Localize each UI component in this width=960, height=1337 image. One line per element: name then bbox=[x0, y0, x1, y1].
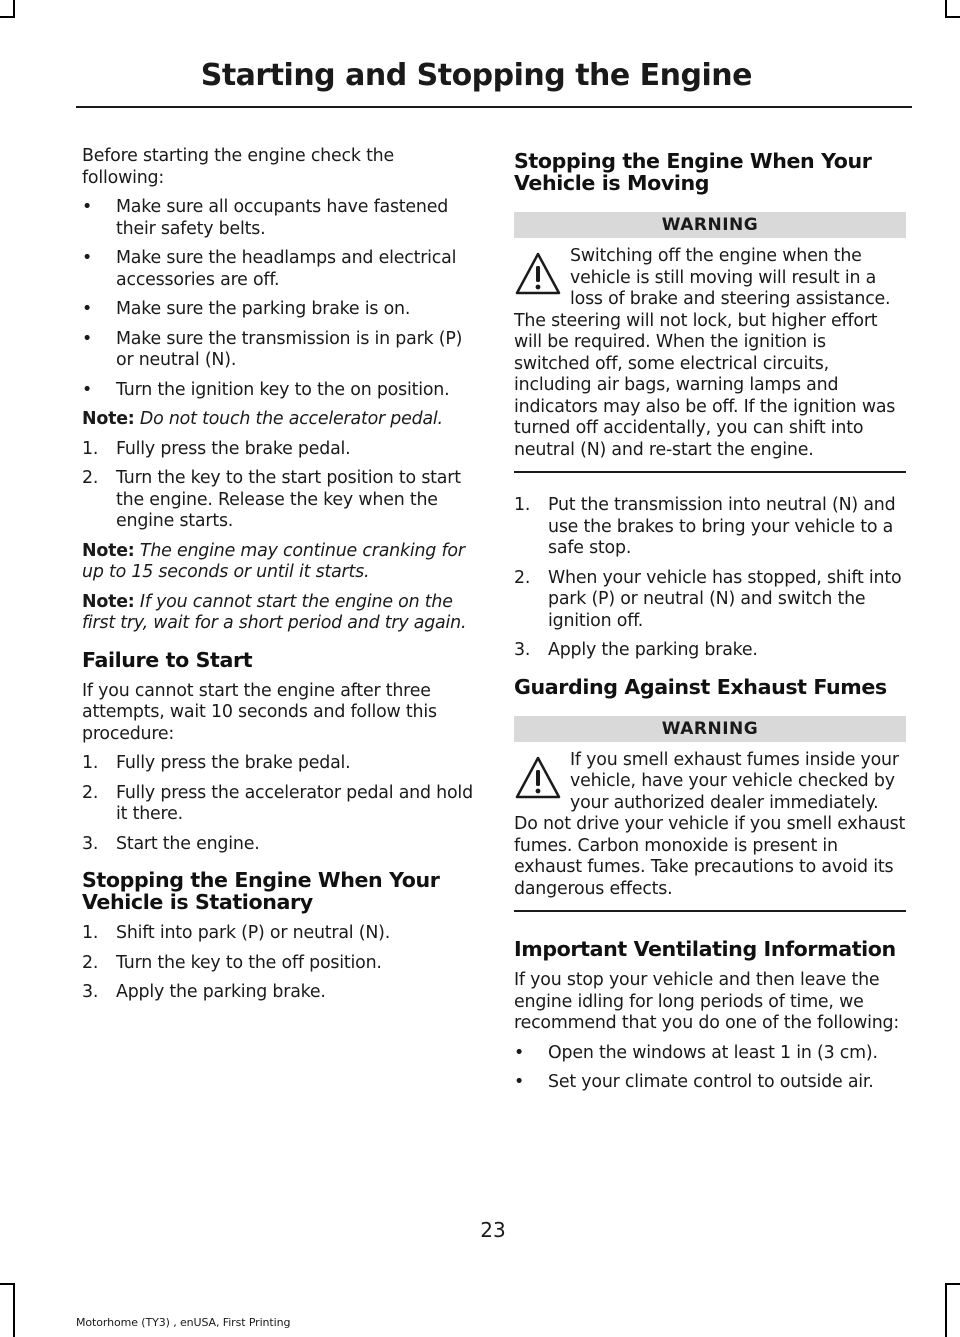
step-item: 1. Shift into park (P) or neutral (N). bbox=[82, 923, 391, 943]
right-column bbox=[514, 146, 906, 1102]
step-item: 2. Fully press the accelerator pedal and hold it there. bbox=[82, 782, 473, 824]
stationary-steps bbox=[82, 923, 476, 1004]
note: Note: If you cannot start the engine on the first try, wait for a short period and try again. bbox=[82, 591, 467, 633]
crop-mark bbox=[945, 0, 947, 16]
failure-steps bbox=[82, 753, 476, 855]
warning-box bbox=[514, 716, 906, 913]
warning-label: WARNING bbox=[514, 212, 906, 238]
step-item: 1. Fully press the brake pedal. bbox=[82, 438, 351, 459]
section-heading-ventilating: Important Ventilating Information bbox=[514, 937, 896, 961]
crop-mark bbox=[0, 16, 15, 18]
list-item: • Open the windows at least 1 in (3 cm). bbox=[514, 1042, 878, 1063]
step-item: 3. Start the engine. bbox=[82, 833, 260, 854]
header-rule bbox=[76, 106, 912, 108]
start-steps bbox=[82, 439, 476, 533]
warning-label: WARNING bbox=[514, 716, 906, 742]
page-number: 23 bbox=[480, 1218, 506, 1242]
warning-body bbox=[514, 750, 906, 913]
list-item: • Make sure the transmission is in park (P) or neutral (N). bbox=[82, 328, 463, 370]
note: Note: The engine may continue cranking for up to 15 seconds or until it starts. bbox=[82, 540, 465, 582]
warning-triangle-icon bbox=[514, 754, 562, 802]
ventilating-list bbox=[514, 1043, 906, 1094]
step-item: 2. When your vehicle has stopped, shift into park (P) or neutral (N) and switch the ignition off. bbox=[514, 567, 902, 631]
section-heading-failure: Failure to Start bbox=[82, 647, 253, 672]
step-item: 2. Turn the key to the start position to start the engine. Release the key when the engine starts. bbox=[82, 468, 461, 531]
warning-text: Switching off the engine when the vehicle is still moving will result in a loss of brake and steering assistance. The steering will not lock, but higher effort will be required. When the ignition is switched off, some electrical circuits, including air bags, warning lamps and indicators may also be off. If the ignition was turned off accidentally, you can shift into neutral (N) and re-start the engine. bbox=[514, 246, 896, 460]
list-item: • Turn the ignition key to the on position. bbox=[82, 379, 450, 400]
intro-text: Before starting the engine check the following: bbox=[82, 146, 395, 188]
warning-box bbox=[514, 212, 906, 473]
crop-mark bbox=[13, 0, 15, 16]
crop-mark bbox=[0, 1283, 15, 1285]
crop-mark bbox=[945, 16, 960, 18]
warning-triangle-icon bbox=[514, 250, 562, 298]
warning-text: If you smell exhaust fumes inside your vehicle, have your vehicle checked by your authorized dealer immediately. Do not drive your vehicle if you smell exhaust fumes. Carbon monoxide is present in exhaust fumes. Take precautions to avoid its dangerous effects. bbox=[514, 749, 906, 899]
checklist bbox=[82, 197, 476, 401]
step-item: 3. Apply the parking brake. bbox=[82, 982, 326, 1002]
step-item: 1. Put the transmission into neutral (N) and use the brakes to bring your vehicle to a safe stop. bbox=[514, 495, 896, 558]
section-heading-exhaust: Guarding Against Exhaust Fumes bbox=[514, 674, 887, 699]
step-item: 1. Fully press the brake pedal. bbox=[82, 753, 351, 773]
crop-mark bbox=[945, 1283, 947, 1337]
step-item: 3. Apply the parking brake. bbox=[514, 640, 758, 660]
section-heading-moving: Stopping the Engine When Your Vehicle is Moving bbox=[514, 149, 872, 195]
crop-mark bbox=[13, 1283, 15, 1337]
left-column bbox=[82, 146, 476, 1012]
crop-mark bbox=[945, 1283, 960, 1285]
list-item: • Set your climate control to outside air. bbox=[514, 1072, 874, 1092]
warning-body bbox=[514, 246, 906, 473]
section-intro: If you cannot start the engine after three attempts, wait 10 seconds and follow this procedure: bbox=[82, 680, 437, 744]
moving-steps bbox=[514, 495, 906, 662]
step-item: 2. Turn the key to the off position. bbox=[82, 952, 382, 973]
footer-text: Motorhome (TY3) , enUSA, First Printing bbox=[76, 1316, 291, 1329]
section-heading-stationary: Stopping the Engine When Your Vehicle is Stationary bbox=[82, 868, 440, 914]
section-intro: If you stop your vehicle and then leave the engine idling for long periods of time, we recommend that you do one of the following: bbox=[514, 970, 900, 1033]
list-item: • Make sure the headlamps and electrical accessories are off. bbox=[82, 248, 457, 290]
note: Note: Do not touch the accelerator pedal. bbox=[82, 409, 443, 429]
page-title: Starting and Stopping the Engine bbox=[200, 58, 752, 93]
list-item: • Make sure all occupants have fastened their safety belts. bbox=[82, 197, 449, 239]
list-item: • Make sure the parking brake is on. bbox=[82, 299, 411, 319]
